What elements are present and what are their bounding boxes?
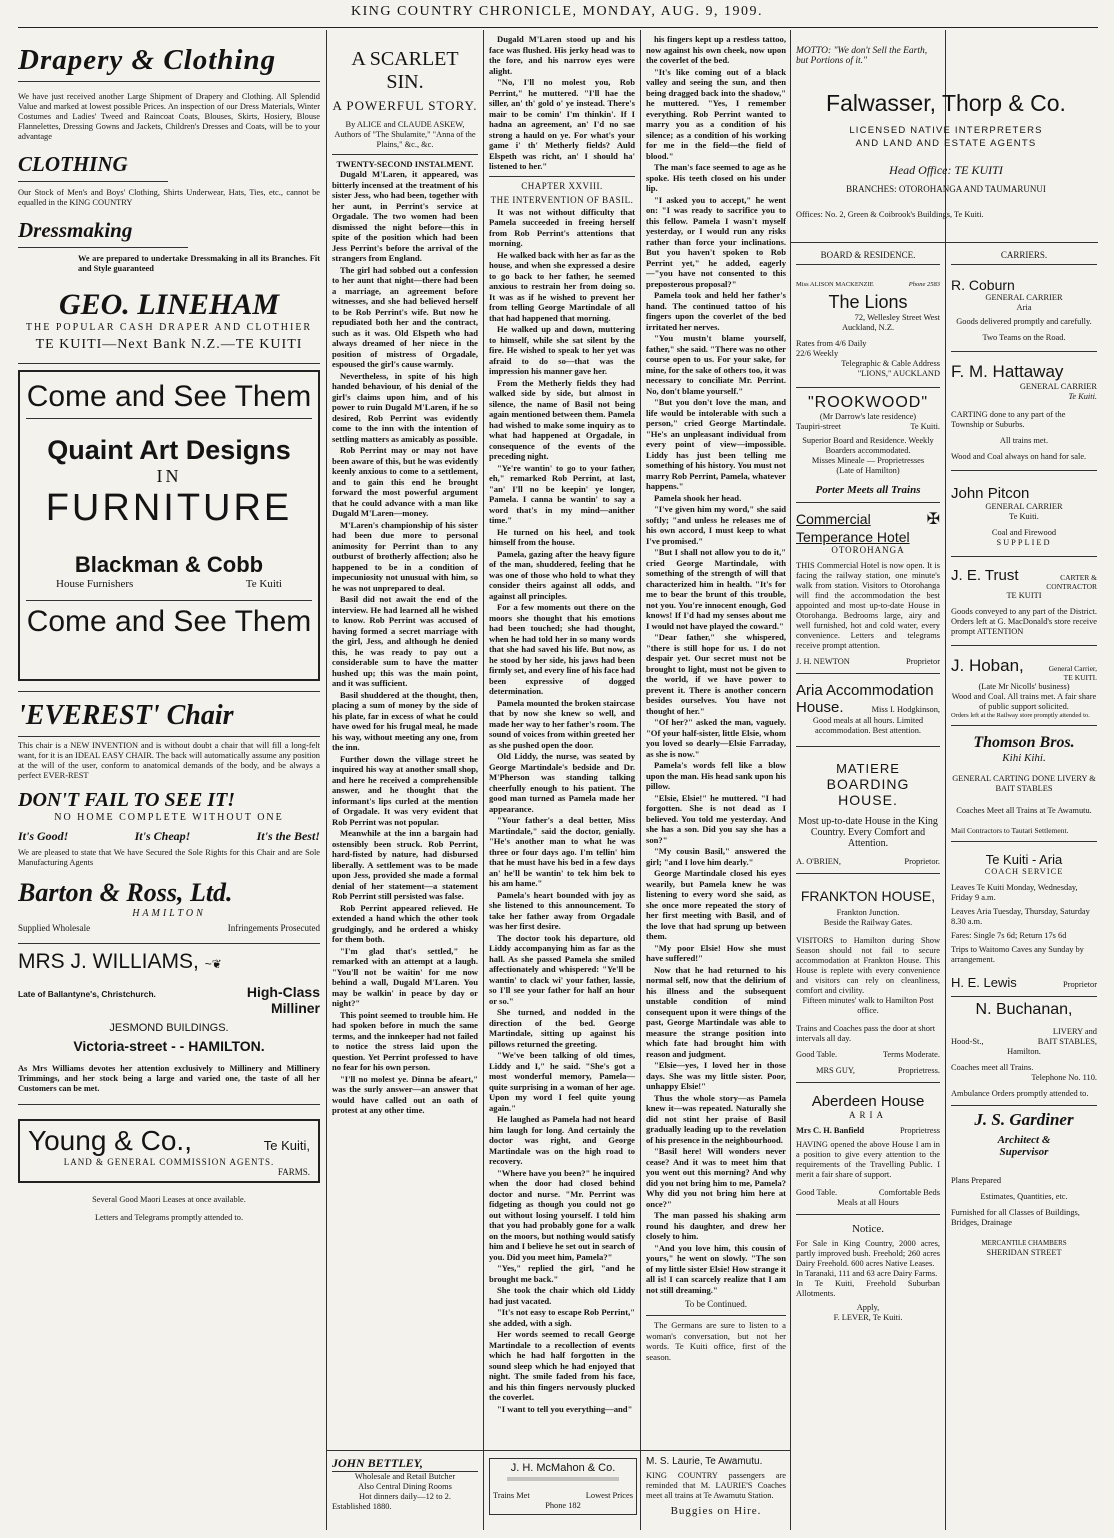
column-story-1 [332, 30, 478, 1450]
otorohanga: OTOROHANGA [831, 545, 905, 555]
hoban-orders: Orders left at the Railway store promptly attended to. [951, 712, 1090, 719]
its-good: It's Good! [18, 829, 69, 843]
branches: BRANCHES: OTOROHANGA AND TAUMARUNUI [846, 184, 1046, 194]
pitcon-sub: GENERAL CARRIER [985, 502, 1063, 511]
boarding-house: BOARDING HOUSE. [826, 776, 910, 808]
jesmond: JESMOND BUILDINGS. [109, 1022, 229, 1034]
young-title: Young & Co., [28, 1125, 192, 1156]
story-paragraph: The doctor took his departure, old Liddy accompanying him as far as the hall. As she passed Pamela she smiled affectionately and whispered: "Ye'll be wantin' to clack wi' your father, lassie, so I'll see your father for half an hour or so." [489, 932, 635, 1006]
hattaway-title: F. M. Hattaway [951, 362, 1064, 381]
thomson-text: GENERAL CARTING DONE LIVERY & BAIT STABLES [952, 774, 1096, 793]
hattaway-text: CARTING done to any part of the Township or Suburbs. [951, 410, 1066, 429]
buchanan-place: Hamilton. [1007, 1047, 1041, 1056]
temperance-title: Temperance Hotel [796, 529, 910, 545]
gardiner-estimates: Estimates, Quantities, etc. [980, 1192, 1068, 1201]
williams-ad [18, 950, 320, 1094]
coburn-place: Aria [1016, 303, 1032, 312]
lowest-prices: Lowest Prices [585, 1491, 633, 1500]
lions-cable: "LIONS," AUCKLAND [857, 369, 940, 378]
everest-text: This chair is a NEW INVENTION and is without doubt a chair that will fill a long-felt want, for it is an IDEAL EASY CHAIR. The back will automatically assume any position at the will of the user, conform to anatomical demands of the body, and be always a perfect EVER-REST [18, 741, 320, 780]
aria-miss: Miss I. Hodgkinson, [871, 705, 940, 714]
column-ads-left [18, 30, 320, 1530]
trust-sub: CARTER & [1060, 573, 1097, 582]
story-paragraph: "And you love him, this cousin of yours," he went on slowly. "The son of my little sister Elsie! How strange it all is! I can scarcely realize that I am not still dreaming." [646, 1242, 786, 1295]
infringements: Infringements Prosecuted [227, 923, 320, 933]
aria-title: Aria Accommodation [796, 682, 934, 699]
story-paragraph: Pamela's words fell like a blow upon the man. His head sank upon his pillow. [646, 760, 786, 791]
rookwood-street: Taupiri-street [796, 422, 841, 431]
mcmahon-ad [489, 1458, 637, 1515]
williams-late: Late of Ballantyne's, Christchurch. [18, 989, 156, 999]
mrs-guy: MRS GUY, [816, 1066, 855, 1075]
story-subtitle: A POWERFUL STORY. [332, 98, 478, 113]
gardiner-street: SHERIDAN STREET [986, 1248, 1062, 1257]
aberdeen-table: Good Table. [796, 1188, 838, 1197]
terms-moderate: Terms Moderate. [882, 1050, 940, 1059]
story-paragraph: He walked back with her as far as the house, and when she expressed a desire to go back to her father, he seemed anxious to restrain her from doing so. It was as if he wished to prevent her from telling George Martindale of all that had happened that morning. [489, 249, 635, 323]
story-paragraph: Thus the whole story—as Pamela knew it—was repeated. Naturally she did not stint her praise of Basil gradually leading up to the revelation of his presence in the neighbourhood. [646, 1092, 786, 1145]
story-paragraph: "I've given him my word," she said softly; "and unless he releases me of his own accord, I must keep to what I've promised." [646, 504, 786, 546]
frankton-trains: Trains and Coaches pass the door at short intervals all day. [796, 1024, 936, 1043]
notice-title: Notice. [851, 1223, 885, 1235]
lions-rates: Rates from 4/6 Daily [796, 339, 867, 348]
notice-text: In Te Kuiti, Freehold Suburban Allotments. [796, 1279, 940, 1298]
story-paragraph: "Ye're wantin' to go to your father, eh," remarked Rob Perrint, at last, "an' I'll no be keepin' ye longer, Pamela. I canna be wantin' to say a word that's in my mind—anither time." [489, 462, 635, 525]
story-paragraph: This point seemed to trouble him. He had spoken before in much the same terms, and the innkeeper had not failed to notice the stress laid upon the question. Yet Perrint professed to have no fear for his own person. [332, 1009, 478, 1072]
lineham-name: GEO. LINEHAM [58, 288, 280, 321]
story-paragraph: George Martindale closed his eyes wearily, but Pamela knew he was listening to every word she said, as she once more repeated the story of her first meeting with Basil, and of the love that had sprung up between them. [646, 868, 786, 941]
story-paragraph: Her words seemed to recall George Martindale to a recollection of events which he had half forgotten in the sound sleep which he had enjoyed that night. The smile faded from his face, and his thin fingers nervously plucked the coverlet. [489, 1329, 635, 1402]
story-paragraph: It was not without difficulty that Pamela succeeded in freeing herself from Rob Perrint's attentions that morning. [489, 206, 635, 248]
high-class: High-Class [246, 984, 320, 1000]
laurie-text: KING COUNTRY passengers are reminded that M. LAURIE'S Coaches meet all trains at Te Awamutu Station. [646, 1471, 786, 1500]
aberdeen-meals: Meals at all Hours [837, 1198, 899, 1207]
newton-proprietor: Proprietor [906, 657, 940, 666]
clothing-title: CLOTHING [18, 152, 128, 176]
story-paragraph: M'Laren's championship of his sister had been due more to personal animosity for Perrint than to any outburst of brotherly affection; also he happened to be in a condition of impecuniosity not unusual with him, so he was not unprepared to deal. [332, 519, 478, 593]
buchanan-amb: Ambulance Orders promptly attended to. [951, 1089, 1089, 1098]
gardiner-title: J. S. Gardiner [974, 1110, 1074, 1129]
trust-place: TE KUITI [1006, 591, 1042, 600]
victoria-street: Victoria-street - - HAMILTON. [73, 1038, 265, 1054]
carriers-heading: CARRIERS. [1000, 250, 1048, 260]
trust-text: Goods conveyed to any part of the District. Orders left at G. MacDonald's store receive prompt ATTENTION [951, 607, 1097, 636]
masthead-rule [18, 27, 1098, 28]
hoban-late: (Late Mr Nicolls' business) [978, 682, 1070, 691]
story-paragraph: The man's face seemed to age as he spoke. His teeth closed on his under lip. [646, 162, 786, 193]
notice-apply: Apply, [856, 1303, 880, 1312]
story-paragraph: The girl had sobbed out a confession to her aunt that night—there had been a marriage, an agreement before witnesses, and she had believed herself to be Rob Perrint's wife. But now he repudiated both her and the contract, such as it was. Old Elspeth who had always dreamed of her niece in the position of mistress of Orgadale, espoused the girl's cause warmly. [332, 264, 478, 369]
matiere-title: MATIERE [836, 761, 900, 776]
falwasser-sub1: LICENSED NATIVE INTERPRETERS [849, 125, 1043, 136]
story-paragraph: "Where have you been?" he inquired when the door had closed behind doctor and nurse. "Mr. Perrint was fidgeting as though you could not go out without losing yourself. I told him that you had probably gone for a walk on the moors, but nothing would satisfy him and I believe he set out in search of you. Did you meet him, Pamela?" [489, 1167, 635, 1262]
column-divider [945, 30, 946, 1530]
rookwood-sub: (Mr Darrow's late residence) [819, 412, 917, 421]
aberdeen-title: Aberdeen House [811, 1093, 925, 1110]
thomson-mail: Mail Contractors to Tautari Settlement. [951, 826, 1069, 835]
instalment: TWENTY-SECOND INSTALMENT. [336, 159, 474, 169]
furniture-ad [18, 370, 320, 681]
story-paragraph: "Dear father," she whispered, "there is still hope for us. I do not despair yet. Our secret must not be brought to light, must not be given to the world, if we have power to prevent it. There is another concern besides ourselves. You have not thought of her." [646, 632, 786, 716]
lewis-prop: Proprietor [1063, 980, 1097, 989]
drapery-text: We have just received another Large Shipment of Drapery and Clothing. All Splendid Value and marked at lowest possible Prices. An inspection of our Dress Materials, Winter Costumes and Ladies' Tweed and Raincoat Coats, Blouses, Skirts, Hosiery, Blouse Flannelettes, Dressing Gowns and Jackets, Children's Dresses and Coats, will be to your advantage [18, 92, 320, 141]
barton-place: HAMILTON [132, 908, 206, 919]
story-paragraph: The man passed his shaking arm round his daughter, and drew her closely to him. [646, 1210, 786, 1241]
pitcon-supplied: SUPPLIED [996, 538, 1052, 547]
rookwood-late: (Late of Hamilton) [836, 466, 900, 475]
offices: Offices: No. 2, Green & Coibrook's Buildings, Te Kuiti. [796, 210, 984, 219]
coach-title: Te Kuiti - Aria [985, 852, 1063, 867]
trust-title: J. E. Trust [951, 567, 1019, 584]
coach-trips: Trips to Waitomo Caves any Sunday by arrangement. [951, 945, 1084, 964]
coburn-title: R. Coburn [951, 277, 1015, 293]
story-paragraph: "Your father's a deal better, Miss Martindale," said the doctor, genially. "He's another man to what he was three or four days ago. I'm tellin' him that he must have his bed in a few days an' he'll be wantin' to tek him bek to his am hame." [489, 815, 635, 888]
williams-title: MRS J. WILLIAMS, [18, 950, 199, 973]
story-paragraph: "Elsie—yes, I loved her in those days. She was my little sister. Poor, unhappy Elsie!" [646, 1060, 786, 1091]
young-sub: LAND & GENERAL COMMISSION AGENTS. [63, 1157, 275, 1167]
dont-fail: DON'T FAIL TO SEE IT! [18, 789, 236, 811]
bottom-ads-rule [326, 1450, 790, 1451]
story-paragraph: "Basil here! Will wonders never cease? And it was to meet him that you went out this morning? And why did you not bring him to me, Pamela? Why did you not bring him here at once?" [646, 1146, 786, 1209]
in-word: IN [156, 466, 182, 486]
aberdeen-text: HAVING opened the above House I am in a position to give every attention to the requirements of the Travelling Public. I merit a fair share of support. [796, 1140, 940, 1179]
guy-proprietress: Proprietress. [897, 1066, 940, 1075]
buchanan-coaches: Coaches meet all Trains. [951, 1063, 1034, 1072]
drapery-ad [18, 44, 320, 353]
story-paragraph: "Yes," replied the girl, "and he brought me back." [489, 1263, 635, 1284]
temperance-text: THIS Commercial Hotel is now open. It is facing the railway station, one minute's walk from station. Visitors to Otorohanga will find the accommodation the best appointed and most up-to-date House in Otorohanga. Bedrooms large, airy and well furnished, hot and cold water, every convenience. Letters and telegrams receive prompt attention. [796, 561, 940, 650]
story-paragraph: "My cousin Basil," answered the girl; "and I love him dearly." [646, 846, 786, 867]
story-paragraph: Basil shuddered at the thought, then, placing a sum of money by the side of his plate, far in excess of what he could have owed for his frugal meal, he made his way, without meeting any one, from the inn. [332, 689, 478, 752]
column-divider [483, 30, 484, 1530]
coach-sub: COACH SERVICE [984, 867, 1064, 876]
lewis-title: H. E. Lewis [951, 975, 1017, 990]
masthead: KING COUNTRY CHRONICLE, MONDAY, AUG. 9, 1909. [351, 4, 763, 19]
hattaway-place: Te Kuiti. [1068, 392, 1097, 401]
its-best: It's the Best! [256, 829, 320, 843]
buchanan-title: N. Buchanan, [975, 1001, 1073, 1018]
rookwood-text: Superior Board and Residence. Weekly Boarders accommodated. [802, 436, 934, 455]
blackman-place: Te Kuiti [245, 578, 282, 590]
buchanan-phone: Telephone No. 110. [1031, 1073, 1097, 1082]
section-rule [790, 242, 1098, 243]
coburn-teams: Two Teams on the Road. [982, 333, 1066, 342]
hattaway-wood: Wood and Coal always on hand for sale. [951, 452, 1087, 461]
aberdeen-owner: Mrs C. H. Banfield [796, 1126, 865, 1135]
frankton-walk: Fifteen minutes' walk to Hamilton Post office. [802, 996, 934, 1015]
story-paragraph: "My poor Elsie! How she must have suffered!" [646, 942, 786, 963]
flourish-icon: ~❦ [204, 957, 222, 971]
frankton-title: FRANKTON HOUSE, [800, 888, 936, 904]
story-paragraph: Pamela mounted the broken staircase that by now she knew so well, and made her way to her father's room. The sound of voices from within greeted her as she pushed open the door. [489, 697, 635, 750]
lineham-tagline: THE POPULAR CASH DRAPER AND CLOTHIER [25, 322, 313, 333]
rookwood-place: Te Kuiti. [910, 422, 940, 431]
good-table: Good Table. [796, 1050, 838, 1059]
williams-text: As Mrs Williams devotes her attention exclusively to Millinery and Millinery Trimmings, and her stock being a large and varied one, the taste of all her Customers can be met. [18, 1064, 320, 1093]
lineham-address: TE KUITI—Next Bank N.Z.—TE KUITI [35, 337, 303, 352]
lions-phone: Phone 2583 [908, 281, 940, 288]
story-title: A SCARLET SIN. [351, 48, 459, 93]
story-paragraph: He walked up and down, muttering to himself, while she sat silent by the fire. He wished to speak to her yet was afraid to do so—that was the impression his manner gave her. [489, 324, 635, 376]
hoban-title: J. Hoban, [951, 656, 1024, 675]
story-paragraph: From the Metherly fields they had walked side by side, but almost in silence, the name of Basil not being again mentioned between them. Pamela had wished to make some inquiry as to what had happened at Orgadale, in consequence of the events of the preceding night. [489, 377, 635, 461]
column-divider [790, 30, 791, 1530]
falwasser-ad [796, 70, 1096, 220]
everest-ad [18, 700, 320, 933]
column-divider [326, 30, 327, 1530]
gardiner-plans: Plans Prepared [951, 1176, 1002, 1185]
story-paragraph: Pamela's heart bounded with joy as she listened to this announcement. To take her father away from Orgadale was her first desire. [489, 889, 635, 931]
coach-text: Leaves Te Kuiti Monday, Wednesday, Friday 9 a.m. [951, 883, 1078, 902]
rookwood-misses: Misses Mineale — Proprietresses [811, 456, 925, 465]
story-authors: By ALICE and CLAUDE ASKEW, Authors of "The Shulamite," "Anna of the Plains," &c., &c. [334, 120, 476, 149]
hattaway-trains: All trains met. [999, 436, 1049, 445]
bettley-title: JOHN BETTLEY, [332, 1456, 478, 1472]
story-paragraph: For a few moments out there on the moors she thought that his emotions had been touched; she had thought, when he had told her in so many words that she had saved his life. But now, as he stood by her side, his jaws had been firmly set, and every line of his face had been expressive of dogged determination. [489, 602, 635, 696]
supplied-wholesale: Supplied Wholesale [18, 923, 91, 933]
column-carriers [951, 250, 1097, 1530]
laurie-title: M. S. Laurie, Te Awamutu. [646, 1456, 763, 1467]
motto: MOTTO: "We don't Sell the Earth, but Portions of it." [796, 46, 928, 66]
bettley-line: Also Central Dining Rooms [358, 1482, 452, 1491]
story-paragraph: Rob Perrint may or may not have been aware of this, but he was evidently keenly anxious to come to a settlement, and to gain this end he brought forward the most powerful argument that he could advance with a man like Dugald M'Laren—money. [332, 445, 478, 518]
frankton-text: VISITORS to Hamilton during Show Season should not fail to secure accommodation at Frankton House. This House is replete with every convenience and visitors can rely on cleanliness, comfort and civility. [796, 936, 940, 995]
column-divider [640, 30, 641, 1530]
coach-fares: Fares: Single 7s 6d; Return 17s 6d [951, 931, 1067, 940]
matiere-text: Most up-to-date House in the King Country. Every Comfort and Attention. [798, 816, 938, 849]
chapter-number: CHAPTER XXVIII. [521, 180, 603, 191]
young-leases: Several Good Maori Leases at once available. [92, 1195, 246, 1204]
aberdeen-place: ARIA [849, 1110, 887, 1120]
porter-meets: Porter Meets all Trains [815, 484, 921, 496]
notice-lever: F. LEVER, Te Kuiti. [833, 1313, 903, 1322]
lions-title: The Lions [828, 292, 908, 312]
falwasser-title: Falwasser, Thorp & Co. [826, 90, 1066, 116]
ornament-icon: ✠ [926, 511, 940, 528]
dressmaking-text: We are prepared to undertake Dressmaking in all its Branches. Fit and Style guaranteed [78, 254, 320, 273]
germans-snippet: The Germans are sure to listen to a woman's conversation, but not her words. Te Kuiti office, first of the season. [646, 1320, 786, 1362]
barton-title: Barton & Ross, Ltd. [18, 878, 233, 907]
drapery-title: Drapery & Clothing [18, 44, 277, 76]
hoban-sub: TE KUITI. [1063, 673, 1097, 682]
story-paragraph: Basil did not await the end of the interview. He had learned all he wished to know. Rob Perrint was accused of having formed a secret marriage with the girl, Jess, and although he denied this, he was ready to pay out a considerable sum to have the matter hushed up; this was the main point, and it was sufficient. [332, 594, 478, 688]
story-paragraph: "I'll no molest ye. Dinna be afeart," was the surly answer—an answer that would have called out an oath of protest at any other time. [332, 1073, 478, 1115]
its-cheap: It's Cheap! [134, 829, 191, 843]
story-paragraph: Dugald M'Laren, it appeared, was bitterly incensed at the treatment of his sister Jess, who had been, together with her aunt, in Perrint's service at Orgadale. The two women had been dismissed the night before—this in spite of the position which had been Jess Perrint's before the arrival of the strangers from England. [332, 169, 478, 263]
column-story-2 [489, 30, 635, 1450]
story-paragraph: She turned, and nodded in the direction of the bed. George Martindale, sitting up against his pillows returned the greeting. [489, 1007, 635, 1049]
pitcon-coal: Coal and Firewood [991, 528, 1057, 537]
lions-tele: Telegraphic & Cable Address [841, 359, 940, 368]
newton: J. H. NEWTON [796, 657, 850, 666]
dressmaking-title: Dressmaking [18, 218, 133, 242]
aria-text: Good meals at all hours. Limited accommodation. Best attention. [812, 716, 924, 735]
young-ad [18, 1119, 320, 1183]
board-heading: BOARD & RESIDENCE. [820, 250, 916, 260]
milliner: Milliner [270, 1000, 320, 1016]
mcmahon-title: J. H. McMahon & Co. [510, 1462, 616, 1474]
no-home: NO HOME COMPLETE WITHOUT ONE [54, 812, 284, 823]
sole-rights: We are pleased to state that We have Secured the Sole Rights for this Chair and are Sole Manufacturing Agents [18, 848, 320, 867]
notice-text: For Sale in King Country, 2000 acres, partly improved bush. Freehold; 260 acres Dairy Freehold. 600 acres Native Leases. [796, 1239, 940, 1268]
story-paragraph: "You mustn't blame yourself, father," she said. "There was no other course open to us. For your sake, for mine, for the sake of others too, it was necessary to conciliate Mr. Perrint. No, don't blame yourself." [646, 333, 786, 396]
story-paragraph: "Of her?" asked the man, vaguely. "Of your half-sister, little Elsie, whom you loved so dearly—Elsie Farraday, as she is now." [646, 717, 786, 759]
quaint-designs: Quaint Art Designs [47, 435, 291, 465]
story-paragraph: "Elsie, Elsie!" he muttered. "I had forgotten. She is not dead as I believed. You told me yesterday. And she has a son. Did you say she has a son?" [646, 792, 786, 845]
lions-address: 72, Wellesley Street West [854, 313, 940, 322]
furniture-word: FURNITURE [45, 487, 293, 529]
young-farms: FARMS. [277, 1167, 310, 1177]
gardiner-chambers: MERCANTILE CHAMBERS [981, 1239, 1067, 1247]
story-paragraph: "No, I'll no molest you, Rob Perrint," he muttered. "I'll hae the siller, an' th' gold o' ye instead. There's mair to be comin' I'm thinkin'. If I hadna an agreement, an' I'd no sae strong a hauld on ye. For what's your game i' th' Metherly fields? Auld Elspeth was richt, an' I should ha' listened to her." [489, 77, 635, 171]
gardiner-sub: Supervisor [999, 1146, 1049, 1158]
column-story-3 [646, 30, 786, 1450]
buchanan-livery: LIVERY and [1052, 1027, 1097, 1036]
frankton-sub: Frankton Junction. [836, 908, 900, 917]
story-paragraph: Rob Perrint appeared relieved. He extended a hand which the other took grudgingly, and he ordered a whisky for them both. [332, 902, 478, 944]
coburn-text: Goods delivered promptly and carefully. [956, 317, 1092, 326]
buchanan-street: Hood-St., [951, 1037, 984, 1046]
laurie-buggies: Buggies on Hire. [670, 1505, 762, 1517]
story-paragraph: Now that he had returned to his normal self, now that the delirium of his illness and the subsequent unstable condition of mind consequent upon it were things of the past, George Martindale was able to measure the strange position into which fate had brought him with reason and judgment. [646, 964, 786, 1059]
buchanan-bait: BAIT STABLES, [1037, 1037, 1097, 1046]
story-paragraph: She took the chair which old Liddy had just vacated. [489, 1285, 635, 1306]
gardiner-sub: Architect & [997, 1134, 1051, 1146]
thomson-title: Thomson Bros. [973, 734, 1075, 751]
aberdeen-beds: Comfortable Beds [878, 1188, 940, 1197]
falwasser-sub2: AND LAND AND ESTATE AGENTS [855, 138, 1037, 149]
head-office: Head Office: TE KUITI [889, 163, 1003, 177]
coburn-sub: GENERAL CARRIER [985, 293, 1063, 302]
story-paragraph: "It's not easy to escape Rob Perrint," she added, with a sigh. [489, 1307, 635, 1328]
story-paragraph: Old Liddy, the nurse, was seated by George Martindale's bedside and Dr. M'Pherson was standing talking cheerfully enough to his patient. The good man turned as Pamela made her appearance. [489, 751, 635, 814]
story-paragraph: Further down the village street he inquired his way at another small shop, and here he received a comprehensible answer, and he thought that the informant's lips curled at the mention of Orgadale. It was very evident that Rob Perrint was not popular. [332, 753, 478, 827]
obrien-proprietor: Proprietor. [904, 857, 940, 866]
young-place: Te Kuiti, [263, 1138, 310, 1153]
story-paragraph: his fingers kept up a restless tattoo, now against his own cheek, now upon the coverlet of the bed. [646, 34, 786, 65]
frankton-beside: Beside the Railway Gates. [823, 918, 913, 927]
story-paragraph: Pamela took and held her father's hand. The continued tattoo of his fingers upon the coverlet of the bed irritated her nerves. [646, 290, 786, 332]
lions-rates: 22/6 Weekly [796, 349, 839, 358]
thomson-place: Kihi Kihi. [1002, 752, 1046, 764]
coach-text: Leaves Aria Tuesday, Thursday, Saturday 8.30 a.m. [951, 907, 1090, 926]
trains-met: Trains Met [493, 1491, 530, 1500]
pitcon-title: John Pitcon [951, 485, 1030, 502]
young-letters: Letters and Telegrams promptly attended to. [94, 1213, 244, 1222]
clothing-text: Our Stock of Men's and Boys' Clothing, Shirts Underwear, Hats, Ties, etc., cannot be equalled in the KING COUNTRY [18, 188, 320, 207]
lions-owner: Miss ALISON MACKENZIE [796, 281, 874, 288]
story-paragraph: "But you don't love the man, and life would be intolerable with such a person," cried George Martindale. "He's an unpleasant individual from every point of view—impossible. Liddy has just been telling me something of his history. You must not marry Rob Perrint, Pamela, whatever happens." [646, 397, 786, 491]
story-paragraph: "I want to tell you everything—and" [497, 1403, 633, 1414]
come-see-top: Come and See Them [26, 380, 312, 413]
obrien: A. O'BRIEN, [796, 857, 842, 866]
story-paragraph: "But I shall not allow you to do it," cried George Martindale, with something of the strength of will that characterized him in health. "It's for me to bear the brunt of this trouble, not you. You're innocent enough, God knows! If I'd had my senses about me I would not have played the coward." [646, 547, 786, 631]
trust-sub: CONTRACTOR [1046, 582, 1097, 591]
pitcon-place: Te Kuiti. [1009, 512, 1039, 521]
mcmahon-phone: Phone 182 [545, 1501, 581, 1510]
story-paragraph: Pamela shook her head. [654, 492, 742, 503]
aberdeen-prop: Proprietress [899, 1126, 940, 1135]
chapter-title: THE INTERVENTION OF BASIL. [490, 194, 634, 205]
blackman-cobb: Blackman & Cobb [74, 552, 264, 577]
gardiner-furnished: Furnished for all Classes of Buildings, Bridges, Drainage [951, 1208, 1080, 1227]
story-paragraph: Nevertheless, in spite of his high handed behaviour, of his denial of the girl's claims upon him, and of his power to ruin Dugald M'Laren, if he so desired, Rob Perrint was evidently come to the inn with the intention of settling matters as amicably as possible. [332, 370, 478, 444]
story-paragraph: "I'm glad that's settled," he remarked with an attempt at a laugh. "You'll not be waitin' for me now behind a wall, Dugald M'Laren. You may be walkin' in peace by day or night?" [332, 945, 478, 1008]
everest-title: 'EVEREST' Chair [18, 700, 234, 731]
hoban-sub: General Carrier, [1048, 664, 1097, 673]
story-paragraph: Meanwhile at the inn a bargain had ostensibly been struck. Rob Perrint, hard-fisted by nature, had disbursed liberally. A settlement was to be made upon Jess, provided she made a formal denial of her statement—a statement Rob Perrint still persisted was false. [332, 828, 478, 901]
lions-address: Auckland, N.Z. [841, 323, 895, 332]
story-paragraph: He turned on his heel, and took himself from the house. [489, 526, 635, 547]
story-paragraph: "We've been talking of old times, Liddy and I," he said. "She's got a most wonderful memory, Pamela—quite surprising in a woman of her age. Upon my word I feel quite young again." [489, 1050, 635, 1113]
bettley-line: Hot dinners daily—12 to 2. [359, 1492, 451, 1501]
story-paragraph: Pamela, gazing after the heavy figure of the man, shuddered, feeling that he was one of those who hold to what they consider theirs against all odds, and against all principles. [489, 548, 635, 601]
laurie-ad [646, 1456, 786, 1517]
thomson-coaches: Coaches Meet all Trains at Te Awamutu. [956, 806, 1092, 815]
house-furnishers: House Furnishers [56, 578, 134, 590]
story-paragraph: Dugald M'Laren stood up and his face was flushed. His jerky head was to the fore, and his narrow eyes were alight. [489, 34, 635, 76]
board-section [796, 250, 940, 1323]
hoban-text: Wood and Coal. All trains met. A fair share of public support solicited. [951, 692, 1097, 711]
come-see-bottom: Come and See Them [26, 605, 312, 638]
notice-text: In Taranaki, 111 and 63 acre Dairy Farms. [796, 1269, 938, 1278]
bettley-est: Established 1880. [332, 1502, 392, 1511]
bettley-ad [332, 1456, 478, 1512]
story-paragraph: He laughed as Pamela had not heard him laugh for long. And certainly the doctor was right, and George Martindale was on the high road to recovery. [489, 1114, 635, 1166]
story-paragraph: "I asked you to accept," he went on: "I was ready to sacrifice you to this fellow. Pamela I wasn't myself yesterday, or I would run any risks rather than force your inclinations. But you haven't spoken to Rob Perrint yet," he added, eagerly —"you have not consented to this preposterous proposal?" [646, 194, 786, 289]
rookwood-title: "ROOKWOOD" [807, 394, 929, 411]
aria-house: House. [796, 699, 844, 716]
story-paragraph: "It's like coming out of a black valley and seeing the sun, and then being dragged back into the shadow," he muttered. "Yes, I remember everything. Rob Perrint wanted to marry you as a condition of his silence; as a condition of his working for me in the field—the field of blood." [646, 66, 786, 161]
bettley-line: Wholesale and Retail Butcher [354, 1472, 456, 1481]
hattaway-sub: GENERAL CARRIER [1019, 382, 1097, 391]
commercial-title: Commercial [796, 511, 871, 527]
to-be-continued: To be Continued. [684, 1299, 748, 1309]
